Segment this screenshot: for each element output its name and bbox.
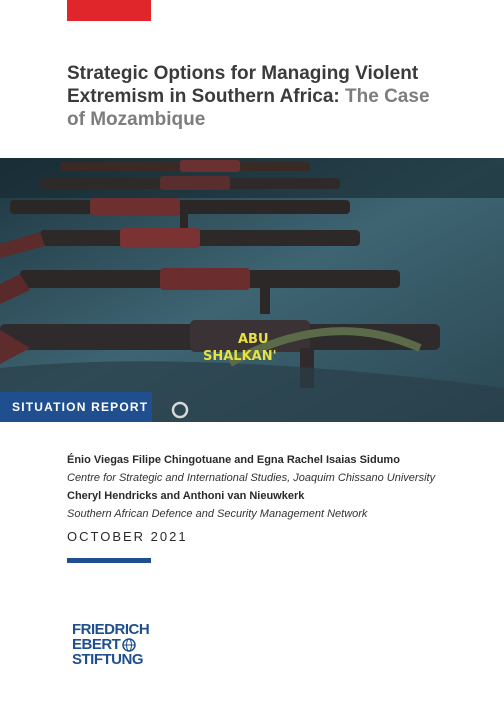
rifles-illustration bbox=[0, 158, 504, 422]
cover-photo-rifles bbox=[0, 158, 504, 422]
top-red-bar bbox=[67, 0, 151, 21]
author-affiliation-2: Southern African Defence and Security Management Network bbox=[67, 508, 368, 520]
situation-report-label: SITUATION REPORT bbox=[0, 392, 152, 422]
author-block bbox=[67, 451, 487, 523]
publication-date: OCTOBER 2021 bbox=[67, 529, 188, 544]
logo-line-1: FRIEDRICH bbox=[72, 621, 150, 638]
logo-line-3: STIFTUNG bbox=[72, 651, 143, 668]
globe-icon bbox=[122, 638, 136, 652]
page-title bbox=[67, 62, 437, 131]
rifle-inscription-line1: ABU bbox=[238, 332, 269, 347]
logo-line-2 bbox=[72, 637, 162, 652]
author-names-2: Cheryl Hendricks and Anthoni van Nieuwkerk bbox=[67, 490, 305, 502]
rifle bbox=[40, 176, 340, 190]
fes-logo bbox=[72, 622, 162, 667]
author-affiliation-1: Centre for Strategic and International Studies, Joaquim Chissano University bbox=[67, 472, 436, 484]
author-names-1: Énio Viegas Filipe Chingotuane and Egna Rachel Isaias Sidumo bbox=[67, 454, 400, 466]
title-main: Strategic Options for Managing Violent Extremism in Southern Africa: bbox=[67, 63, 419, 107]
title-accent: The Case of Mozambique bbox=[67, 86, 430, 130]
logo-line-2-text: EBERT bbox=[72, 636, 121, 653]
rifle-inscription-line2: SHALKAN' bbox=[203, 349, 277, 364]
date-underline bbox=[67, 558, 151, 563]
